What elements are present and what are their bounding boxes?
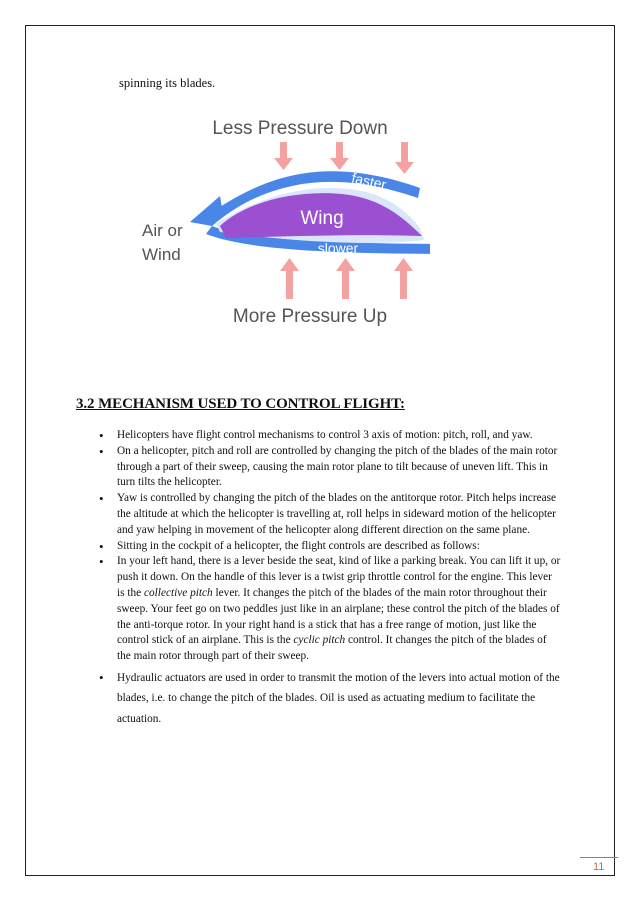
collective-pitch-term: collective pitch [144,586,213,599]
down-arrow-right [395,142,414,174]
up-arrow-left [280,258,299,299]
bullet-item [96,539,562,555]
down-arrow-left [274,142,293,170]
bullet-text-part: lever. It changes the pitch of the blades of the main rotor throughout their sweep. Your feet go on two peddles just like in an airplane; these control the pitch of the blades of the anti-torque rotor. In your right hand is a stick that has a free range of motion, just like the control stick of an airplane. This is the [117,586,560,647]
section-heading: 3.2 MECHANISM USED TO CONTROL FLIGHT: [76,396,405,412]
bullet-item [96,668,562,730]
faster-label: faster [350,169,388,193]
wind-label: Wind [142,245,181,264]
airfoil-diagram [130,108,430,338]
cyclic-pitch-term: cyclic pitch [293,634,346,647]
intro-text: spinning its blades. [119,76,216,90]
up-arrow-right [394,258,413,299]
bullet-item [96,554,562,665]
bullet-item [96,428,562,444]
more-pressure-label: More Pressure Up [232,306,388,327]
bullet-list [96,428,562,729]
bullet-text-part: control. It changes the pitch of the blades of the main rotor through part of their sweep. [117,634,547,663]
down-arrow-middle [330,142,349,170]
bullet-item [96,491,562,538]
bullet-text: On a helicopter, pitch and roll are controlled by changing the pitch of the blades of the main rotor through a part of their sweep, causing the main rotor plane to tilt because of uneven lift. This in turn tilts the helicopter. [117,444,558,489]
bullet-item [96,444,562,491]
bullet-text: Yaw is controlled by changing the pitch of the blades on the antitorque rotor. Pitch helps increase the altitude at which the helicopter is travelling at, roll helps in sideward motion of the helicopter and yaw helping in movement of the helicopter along different direction on the same plane. [117,492,557,536]
air-label: Air or [142,221,183,240]
slower-label: slower [317,240,359,256]
bullet-text: Hydraulic actuators are used in order to transmit the motion of the levers into actual motion of the blades, i.e. to change the pitch of the blades. Oil is used as actuating medium to facilitate the actuation. [117,671,560,725]
up-pressure-arrows [280,258,413,299]
bullet-text: Sitting in the cockpit of a helicopter, the flight controls are described as follows: [117,539,480,552]
page-number-rule [580,857,618,858]
up-arrow-middle [336,258,355,299]
page-number: 11 [593,861,605,873]
down-pressure-arrows [274,142,414,174]
less-pressure-label: Less Pressure Down [212,118,388,139]
bullet-text: Helicopters have flight control mechanisms to control 3 axis of motion: pitch, roll, and yaw. [117,429,533,441]
bullet-text-part: In your left hand, there is a lever beside the seat, kind of like a parking break. You can lift it up, or push it down. On the handle of this lever is a twist grip throttle control for the engine. This lever is the [117,555,561,599]
wing-label: Wing [300,208,344,229]
